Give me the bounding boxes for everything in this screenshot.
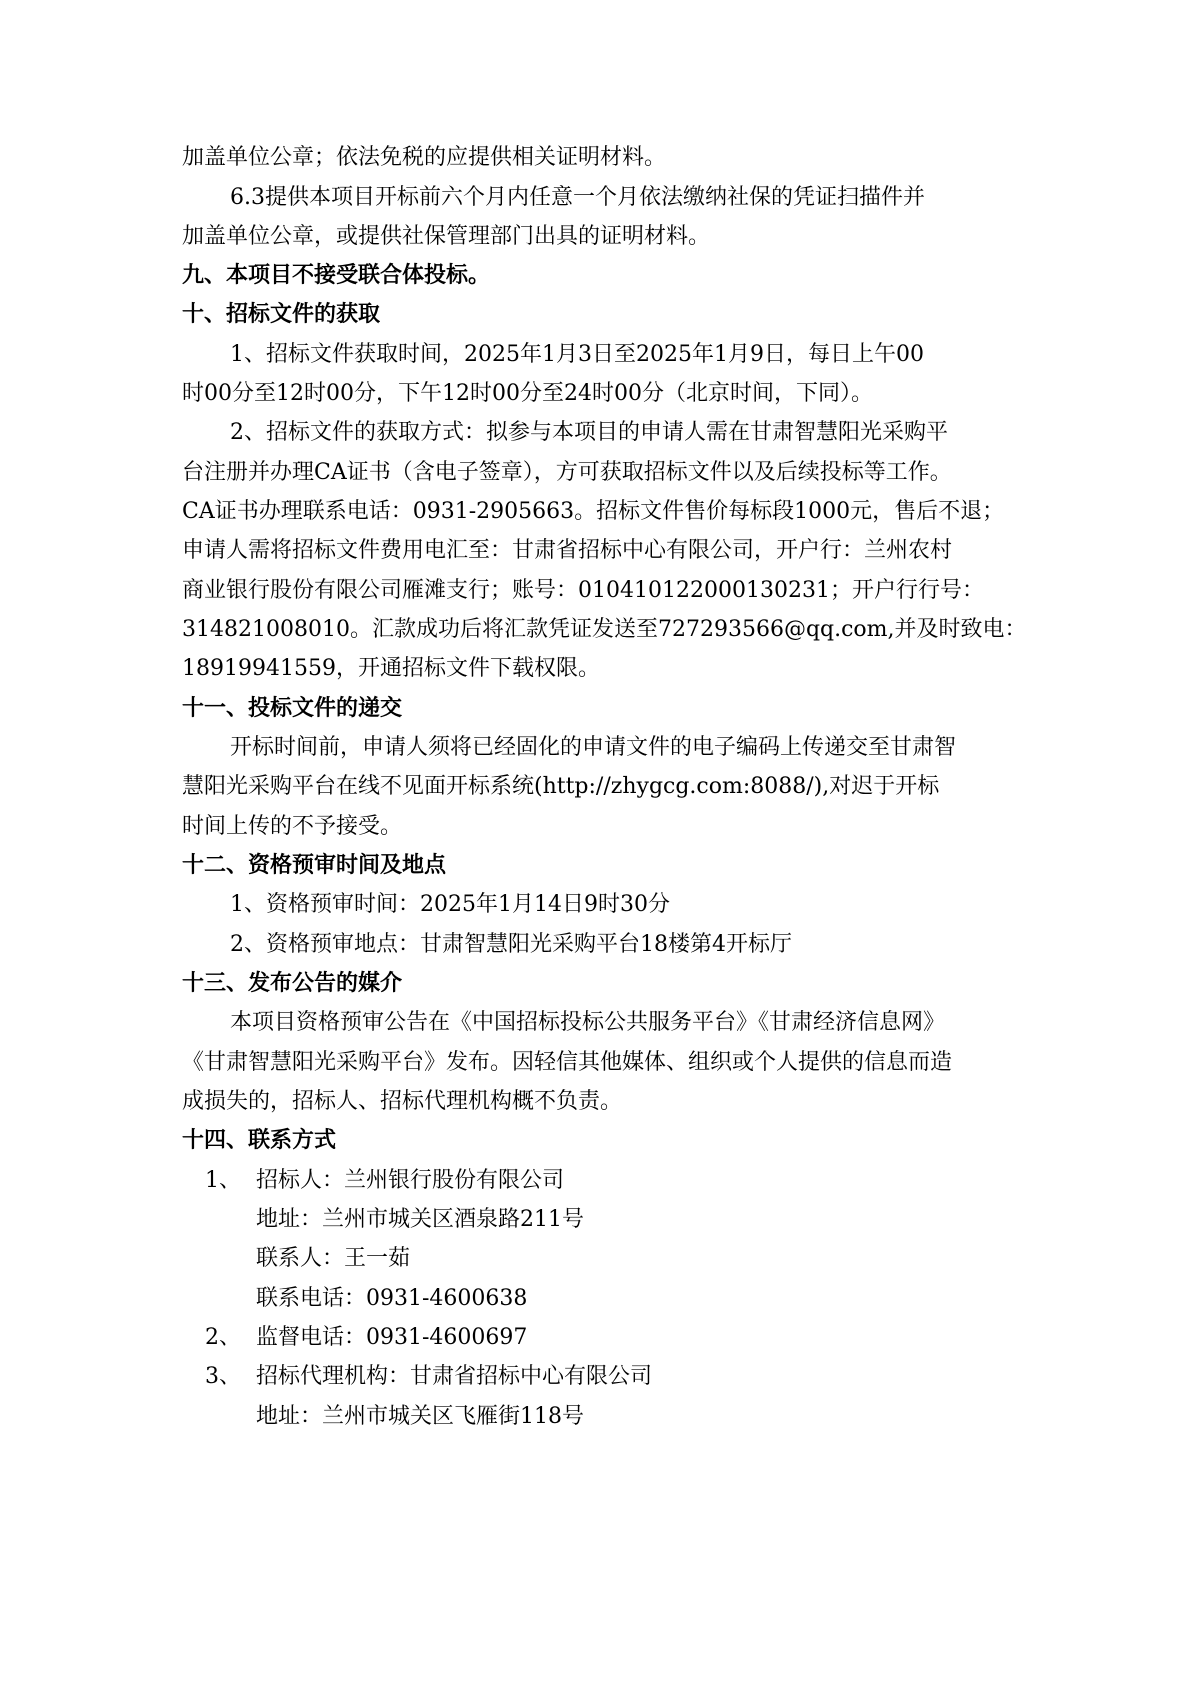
paragraph-line: 6.3提供本项目开标前六个月内任意一个月依法缴纳社保的凭证扫描件并 — [230, 185, 925, 210]
paragraph-line: 2、招标文件的获取方式：拟参与本项目的申请人需在甘肃智慧阳光采购平 — [230, 420, 948, 445]
contact-number: 1、 — [205, 1168, 241, 1193]
paragraph-line: 申请人需将招标文件费用电汇至：甘肃省招标中心有限公司，开户行：兰州农村 — [182, 538, 953, 563]
paragraph-line: 开标时间前，申请人须将已经固化的申请文件的电子编码上传递交至甘肃智 — [230, 735, 957, 760]
section-heading: 十四、联系方式 — [182, 1128, 337, 1153]
contact-number: 3、 — [205, 1364, 241, 1389]
paragraph-line: 314821008010。汇款成功后将汇款凭证发送至727293566@qq.com,并及时致电： — [182, 617, 1027, 642]
paragraph-line: 慧阳光采购平台在线不见面开标系统(http://zhygcg.com:8088/),对迟于开标 — [182, 774, 940, 799]
paragraph-line: 商业银行股份有限公司雁滩支行；账号：010410122000130231；开户行行号： — [182, 578, 984, 603]
paragraph-line: 成损失的，招标人、招标代理机构概不负责。 — [182, 1089, 623, 1114]
contact-line: 联系人：王一茹 — [256, 1246, 411, 1271]
section-heading: 十三、发布公告的媒介 — [182, 971, 403, 996]
contact-number: 2、 — [205, 1325, 241, 1350]
paragraph-line: 1、招标文件获取时间，2025年1月3日至2025年1月9日，每日上午00 — [230, 342, 924, 367]
paragraph-line: 加盖单位公章，或提供社保管理部门出具的证明材料。 — [182, 224, 711, 249]
paragraph-line: 时间上传的不予接受。 — [182, 814, 403, 839]
contact-line: 招标代理机构：甘肃省招标中心有限公司 — [256, 1364, 653, 1389]
contact-line: 招标人：兰州银行股份有限公司 — [256, 1168, 565, 1193]
paragraph-line: 《甘肃智慧阳光采购平台》发布。因轻信其他媒体、组织或个人提供的信息而造 — [182, 1050, 953, 1075]
paragraph-line: 1、资格预审时间：2025年1月14日9时30分 — [230, 892, 670, 917]
paragraph-line: CA证书办理联系电话：0931-2905663。招标文件售价每标段1000元，售后不退； — [182, 499, 1005, 524]
contact-line: 监督电话：0931-4600697 — [256, 1325, 528, 1350]
section-heading: 九、本项目不接受联合体投标。 — [182, 263, 491, 288]
contact-line: 联系电话：0931-4600638 — [256, 1286, 528, 1311]
contact-line: 地址：兰州市城关区酒泉路211号 — [256, 1207, 584, 1232]
section-heading: 十二、资格预审时间及地点 — [182, 853, 447, 878]
paragraph-line: 台注册并办理CA证书（含电子签章），方可获取招标文件以及后续投标等工作。 — [182, 460, 952, 485]
section-heading: 十、招标文件的获取 — [182, 302, 381, 327]
paragraph-line: 加盖单位公章；依法免税的应提供相关证明材料。 — [182, 145, 667, 170]
contact-line: 地址：兰州市城关区飞雁街118号 — [256, 1404, 584, 1429]
paragraph-line: 本项目资格预审公告在《中国招标投标公共服务平台》《甘肃经济信息网》 — [230, 1010, 946, 1035]
paragraph-line: 2、资格预审地点：甘肃智慧阳光采购平台18楼第4开标厅 — [230, 932, 792, 957]
section-heading: 十一、投标文件的递交 — [182, 696, 403, 721]
paragraph-line: 时00分至12时00分，下午12时00分至24时00分（北京时间，下同）。 — [182, 381, 873, 406]
paragraph-line: 18919941559，开通招标文件下载权限。 — [182, 656, 600, 681]
